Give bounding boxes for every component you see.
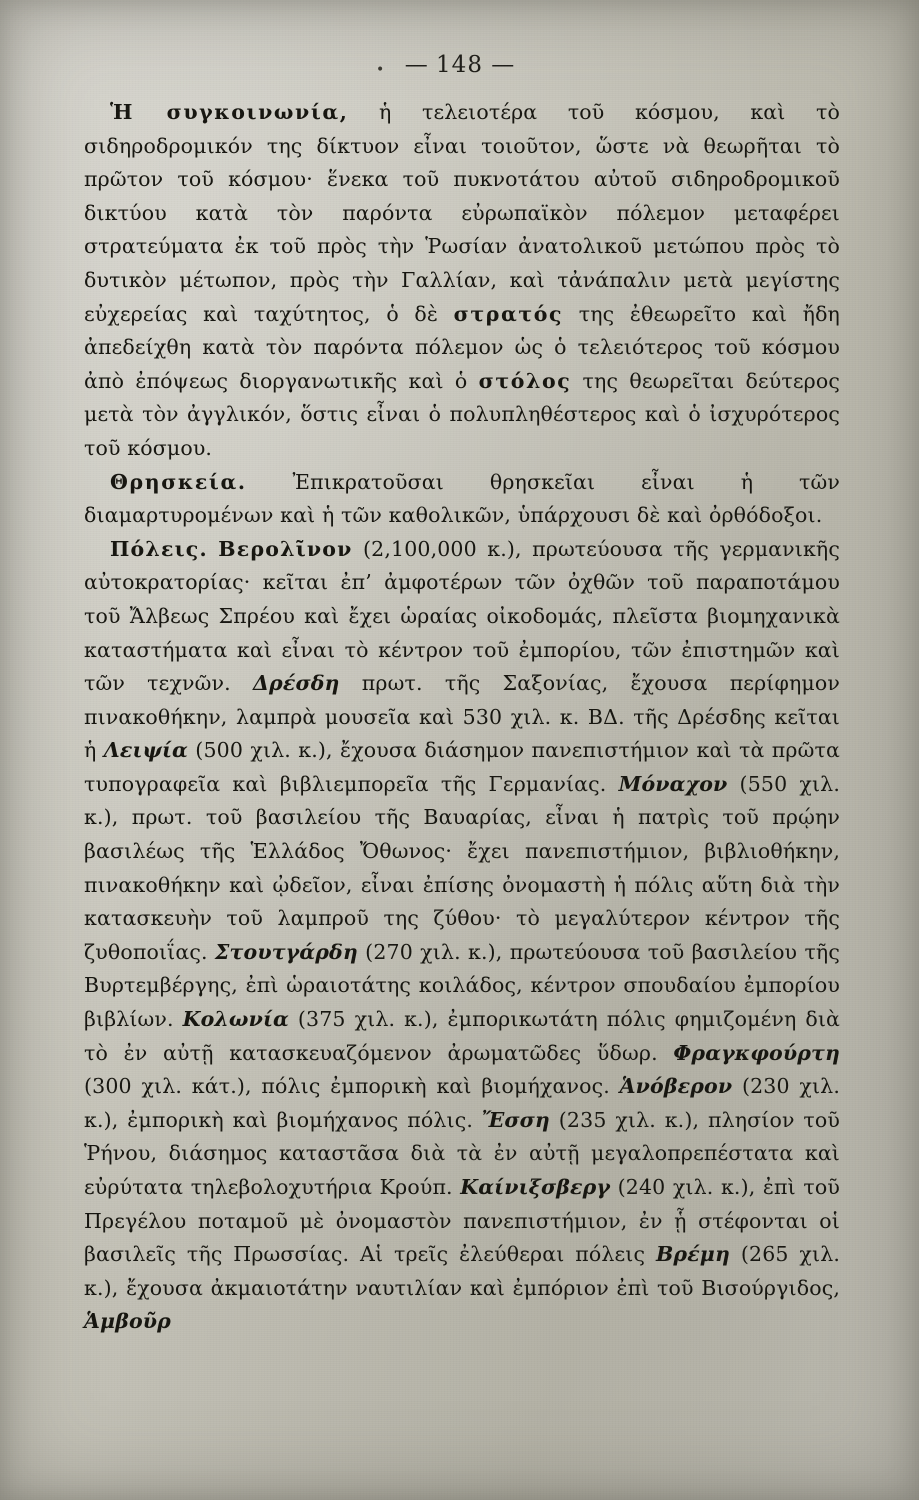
paragraph-transport-text-1: ἡ τελειοτέρα τοῦ κόσμου, καὶ τὸ σιδηροδρομικόν της δίκτυον εἶναι τοιοῦτον, ὥστε νὰ θεωρῆται τὸ πρῶτον τοῦ κόσμου· ἕνεκα τοῦ πυκνοτάτου αὐτοῦ σιδηροδρομικοῦ δικτύου κατὰ τὸν παρόντα εὐρωπαϊκὸν πόλεμον μεταφέρει στρατεύματα ἐκ τοῦ πρὸς τὴν Ῥωσίαν ἀνατολικοῦ μετώπου πρὸς τὸ δυτικὸν μέτωπον, πρὸς τὴν Γαλλίαν, καὶ τἀνάπαλιν μετὰ μεγίστης εὐχερείας καὶ ταχύτητος, ὁ δὲ bbox=[84, 100, 840, 326]
cities-text-6: (375 χιλ. κ.), ἐμπορικωτάτη πόλις φημιζομένη διὰ τὸ ἐν αὐτῇ κατασκευαζόμενον ἀρωματῶδες ὕδωρ. bbox=[84, 1007, 840, 1065]
cities-text-2: πρωτ. τῆς Σαξονίας, ἔχουσα περίφημον πινακοθήκην, λαμπρὰ μουσεῖα καὶ 530 χιλ. κ. ΒΔ. τῆς Δρέσδης κεῖται ἡ bbox=[84, 671, 840, 763]
page-header bbox=[0, 52, 919, 78]
cities-text-4: (550 χιλ. κ.), πρωτ. τοῦ βασιλείου τῆς Βαυαρίας, εἶναι ἡ πατρὶς τοῦ πρῴην βασιλέως τῆς Ἑλλάδος Ὄθωνος· ἔχει πανεπιστήμιον, βιβλιοθήκην, πινακοθήκην καὶ ᾠδεῖον, εἶναι ἐπίσης ὀνομαστὴ ἡ πόλις αὕτη διὰ τὴν κατασκευὴν τοῦ λαμπροῦ της ζύθου· τὸ μεγαλύτερον κέντρον τῆς ζυθοποιΐας. bbox=[84, 771, 840, 964]
city-munich: Μόναχον bbox=[618, 771, 728, 796]
city-stuttgart: Στουτγάρδη bbox=[214, 939, 358, 964]
city-konigsberg: Καίνιξσβεργ bbox=[460, 1175, 611, 1199]
cities-text-7: (300 χιλ. κάτ.), πόλις ἐμπορικὴ καὶ βιομήχανος. bbox=[84, 1074, 620, 1099]
city-cologne: Κολωνία bbox=[182, 1007, 289, 1032]
cities-text-10: (240 χιλ. κ.), ἐπὶ τοῦ Πρεγέλου ποταμοῦ μὲ ὀνομαστὸν πανεπιστήμιον, ἐν ᾗ στέφονται οἱ βασιλεῖς τῆς Πρωσσίας. Αἱ τρεῖς ἐλεύθεραι πόλεις bbox=[84, 1175, 840, 1267]
city-bremen: Βρέμη bbox=[655, 1242, 731, 1267]
cities-text-8: (230 χιλ. κ.), ἐμπορικὴ καὶ βιομήχανος πόλις. bbox=[84, 1074, 840, 1132]
cities-text-11: (265 χιλ. κ.), ἔχουσα ἀκμαιοτάτην ναυτιλίαν καὶ ἐμπόριον ἐπὶ τοῦ Βισούργιδος, bbox=[84, 1242, 840, 1300]
paragraph-transport-text-3: της θεωρεῖται δεύτερος μετὰ τὸν ἀγγλικόν, ὅστις εἶναι ὁ πολυπληθέστερος καὶ ὁ ἰσχυρότερος τοῦ κόσμου. bbox=[84, 368, 840, 460]
paragraph-religion bbox=[84, 466, 840, 533]
cities-text-1: (2,100,000 κ.), πρωτεύουσα τῆς γερμανικῆς αὐτοκρατορίας· κεῖται ἐπ’ ἀμφοτέρων τῶν ὀχθῶν τοῦ παραποτάμου τοῦ Ἄλβεως Σπρέου καὶ ἔχει ὡραίας οἰκοδομάς, πλεῖστα βιομηχανικὰ καταστήματα καὶ εἶναι τὸ κέντρον τοῦ ἐμπορίου, τῶν ἐπιστημῶν καὶ τῶν τεχνῶν. bbox=[84, 536, 840, 696]
city-berlin: Βερολῖνον bbox=[218, 536, 353, 561]
paragraph-transport-text-2: της ἐθεωρεῖτο καὶ ἤδη ἀπεδείχθη κατὰ τὸν παρόντα πόλεμον ὡς ὁ τελειότερος τοῦ κόσμου ἀπὸ ἐπόψεως διοργανωτικῆς καὶ ὁ bbox=[84, 301, 840, 393]
cities-text-9: (235 χιλ. κ.), πλησίον τοῦ Ῥήνου, διάσημος καταστᾶσα διὰ τὰ ἐν αὐτῇ μεγαλοπρεπέστατα καὶ εὐρύτατα τηλεβολοχυτήρια Κρούπ. bbox=[84, 1107, 840, 1199]
paragraph-transport bbox=[84, 96, 840, 466]
city-frankfurt: Φραγκφούρτη bbox=[673, 1040, 840, 1065]
term-poleis: Πόλεις. bbox=[110, 536, 208, 561]
margin-dot: • bbox=[376, 62, 386, 78]
term-thriskeia: Θρησκεία. bbox=[110, 469, 247, 494]
term-synkoinonia: Ἡ συγκοινωνία, bbox=[110, 100, 349, 124]
page-body bbox=[84, 96, 840, 1339]
city-hamburg: Ἁμβοῦρ bbox=[84, 1309, 171, 1334]
header-dash-left: — bbox=[404, 52, 428, 78]
city-dresden: Δρέσδη bbox=[253, 671, 340, 696]
term-stolos: στόλος bbox=[478, 368, 572, 393]
paragraph-cities bbox=[84, 533, 840, 1339]
paragraph-religion-text: Ἐπικρατοῦσαι θρησκεῖαι εἶναι ἡ τῶν διαμαρτυρομένων καὶ ἡ τῶν καθολικῶν, ὑπάρχουσι δὲ καὶ ὀρθόδοξοι. bbox=[84, 469, 840, 528]
term-stratos: στρατός bbox=[453, 301, 564, 326]
city-essen: Ἔσση bbox=[481, 1107, 550, 1132]
city-leipzig: Λειψία bbox=[103, 738, 188, 763]
cities-text-3: (500 χιλ. κ.), ἔχουσα διάσημον πανεπιστήμιον καὶ τὰ πρῶτα τυπογραφεῖα καὶ βιβλιεμπορεῖα τῆς Γερμανίας. bbox=[84, 738, 840, 796]
page-number: 148 bbox=[436, 52, 483, 78]
city-hannover: Ἁνόβερον bbox=[619, 1074, 733, 1099]
spacer bbox=[208, 537, 218, 561]
header-dash-right: — bbox=[491, 52, 515, 78]
cities-text-5: (270 χιλ. κ.), πρωτεύουσα τοῦ βασιλείου τῆς Βυρτεμβέργης, ἐπὶ ὡραιοτάτης κοιλάδος, κέντρον σπουδαίου ἐμπορίου βιβλίων. bbox=[84, 939, 840, 1032]
